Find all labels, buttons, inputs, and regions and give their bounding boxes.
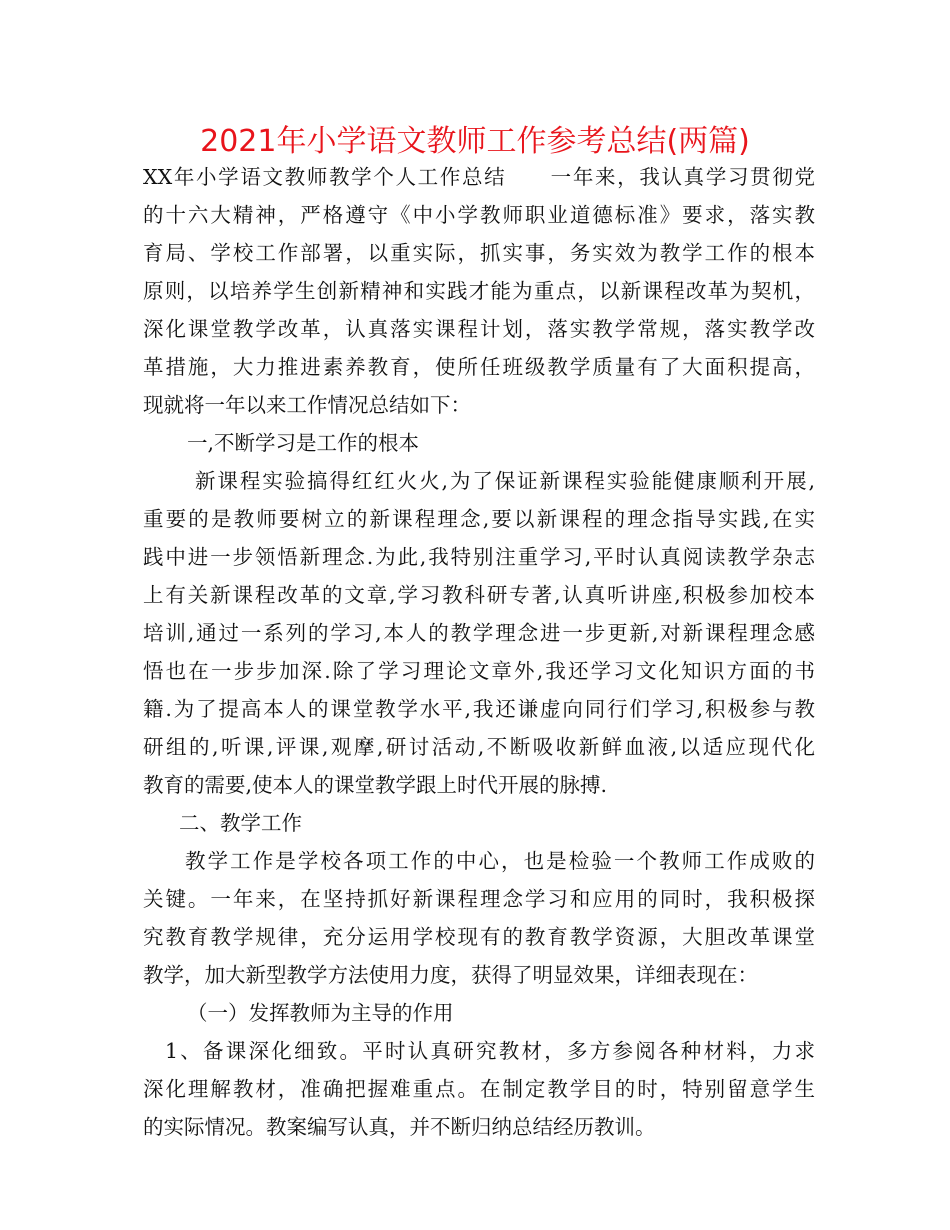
paragraph-teaching bbox=[143, 842, 815, 994]
paragraph-learning bbox=[143, 462, 815, 804]
text-line: 新课程实验搞得红红火火,为了保证新课程实验能健康顺利开展, bbox=[195, 469, 815, 493]
text-line: 的十六大精神，严格遵守《中小学教师职业道德标准》要求，落实教 bbox=[143, 203, 815, 227]
paragraph-lesson-prep bbox=[143, 1032, 815, 1146]
text-line: 籍.为了提高本人的课堂教学水平,我还谦虚向同行们学习,积极参与教 bbox=[143, 697, 815, 721]
text-line: 悟也在一步步加深.除了学习理论文章外,我还学习文化知识方面的书 bbox=[143, 659, 815, 683]
text-line: 革措施，大力推进素养教育，使所任班级教学质量有了大面积提高， bbox=[143, 355, 815, 379]
text-line: 关键。一年来，在坚持抓好新课程理念学习和应用的同时，我积极探 bbox=[143, 887, 815, 911]
paragraph-intro bbox=[143, 158, 815, 424]
text-line: 深化课堂教学改革，认真落实课程计划，落实教学常规，落实教学改 bbox=[143, 317, 815, 341]
heading-line: （一）发挥教师为主导的作用 bbox=[187, 1001, 454, 1025]
text-line: 教学工作是学校各项工作的中心，也是检验一个教师工作成败的 bbox=[185, 849, 815, 873]
text-line: 究教育教学规律，充分运用学校现有的教育教学资源，大胆改革课堂 bbox=[143, 925, 815, 949]
document-title: 2021年小学语文教师工作参考总结(两篇) bbox=[200, 124, 750, 159]
text-line: 践中进一步领悟新理念.为此,我特别注重学习,平时认真阅读教学杂志 bbox=[143, 545, 815, 569]
text-line: 教育的需要,使本人的课堂教学跟上时代开展的脉搏. bbox=[143, 773, 608, 797]
text-line: 的实际情况。教案编写认真，并不断归纳总结经历教训。 bbox=[143, 1115, 656, 1139]
text-line: 教学，加大新型教学方法使用力度，获得了明显效果，详细表现在： bbox=[143, 963, 758, 987]
text-line: 研组的,听课,评课,观摩,研讨活动,不断吸收新鲜血液,以适应现代化 bbox=[143, 735, 815, 759]
section-heading-2 bbox=[143, 804, 815, 842]
text-line: XX年小学语文教师教学个人工作总结 一年来，我认真学习贯彻党 bbox=[143, 165, 815, 189]
text-line: 上有关新课程改革的文章,学习教科研专著,认真听讲座,积极参加校本 bbox=[143, 583, 815, 607]
heading-line: 一,不断学习是工作的根本 bbox=[187, 431, 420, 455]
text-line: 深化理解教材，准确把握难重点。在制定教学目的时，特别留意学生 bbox=[143, 1077, 815, 1101]
text-line: 1、备课深化细致。平时认真研究教材，多方参阅各种材料，力求 bbox=[165, 1039, 815, 1063]
text-line: 重要的是教师要树立的新课程理念,要以新课程的理念指导实践,在实 bbox=[143, 507, 815, 531]
text-line: 现就将一年以来工作情况总结如下： bbox=[143, 393, 471, 417]
text-line: 育局、学校工作部署，以重实际，抓实事，务实效为教学工作的根本 bbox=[143, 241, 815, 265]
text-line: 原则，以培养学生创新精神和实践才能为重点，以新课程改革为契机， bbox=[143, 279, 815, 303]
document-body bbox=[143, 158, 815, 1146]
heading-line: 二、教学工作 bbox=[179, 811, 302, 835]
subsection-heading bbox=[143, 994, 815, 1032]
section-heading-1 bbox=[143, 424, 815, 462]
text-line: 培训,通过一系列的学习,本人的教学理念进一步更新,对新课程理念感 bbox=[143, 621, 815, 645]
